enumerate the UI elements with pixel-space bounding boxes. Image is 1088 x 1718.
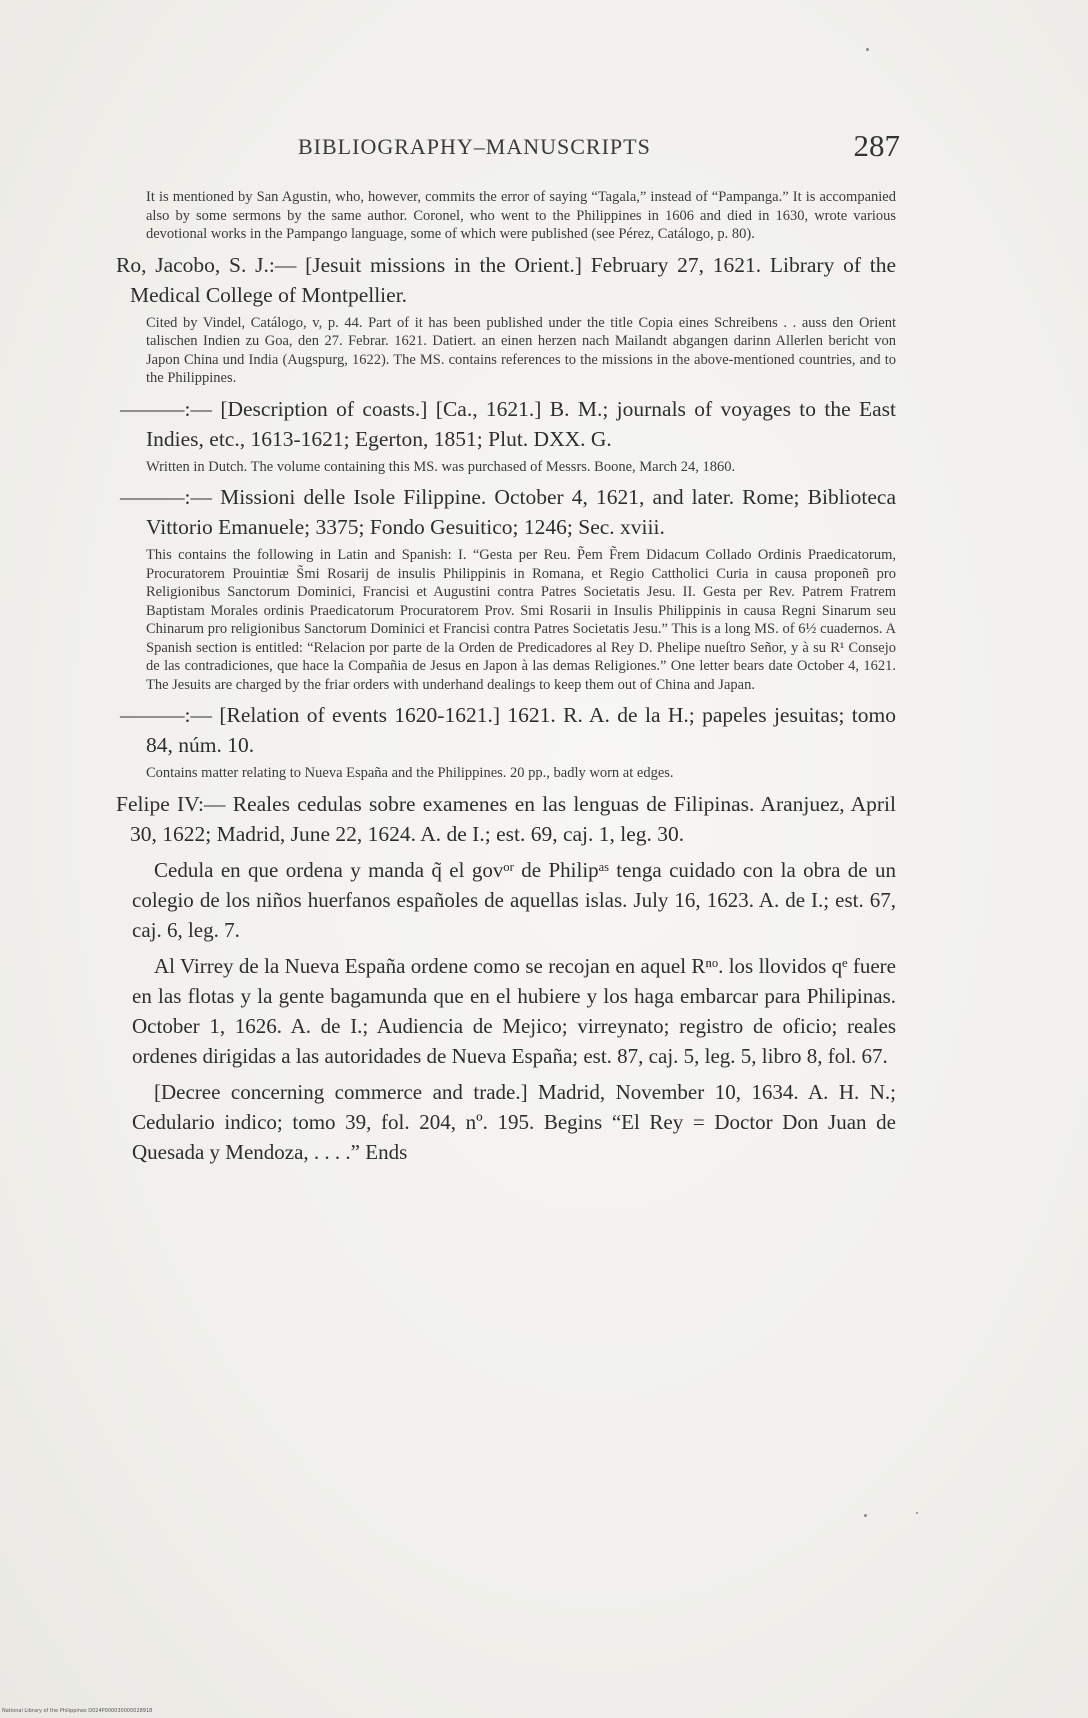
body-paragraph: [Decree concerning commerce and trade.] Madrid, November 10, 1634. A. H. N.; Cedulario indico; tomo 39, fol. 204, nº. 195. Begins “El Rey = Doctor Don Juan de Quesada y Mendoza, . . . .” Ends	[132, 1079, 896, 1164]
note-paragraph: Cited by Vindel, Catálogo, v, p. 44. Part of it has been published under the title Copia eines Schreibens . . auss den Orient talischen Indien zu Goa, den 27. Febrar. 1621. Datiert. an einen herzen nach Mailandt abgangen darinn Allerlen bericht von Japon China und India (Augspurg, 1622). The MS. contains references to the missions in the above-mentioned countries, and to the Philippines.	[146, 314, 896, 386]
note-paragraph: It is mentioned by San Agustin, who, however, commits the error of saying “Tagala,” instead of “Pampanga.” It is accompanied also by some sermons by the same author. Coronel, who went to the Philippines in 1606 and died in 1630, wrote various devotional works in the Pampango language, some of which were published (see Pérez, Catálogo, p. 80).	[146, 189, 896, 242]
note-paragraph: Written in Dutch. The volume containing this MS. was purchased of Messrs. Boone, March 24, 1860.	[146, 458, 736, 475]
entry-felipe-iv: Felipe IV:— Reales cedulas sobre examenes en las lenguas de Filipinas. Aranjuez, April 30, 1622; Madrid, June 22, 1624. A. de I.; est. 69, caj. 1, leg. 30.	[116, 791, 896, 846]
scan-footer: National Library of the Philippines D024P000030000028918	[2, 1708, 153, 1714]
entry-description-of-coasts: ———:— [Description of coasts.] [Ca., 1621.] B. M.; journals of voyages to the East Indies, etc., 1613-1621; Egerton, 1851; Plut. DXX. G.	[120, 396, 896, 451]
paper-speck	[916, 1512, 918, 1514]
paper-speck	[866, 48, 869, 51]
note-paragraph: Contains matter relating to Nueva España and the Philippines. 20 pp., badly worn at edges.	[146, 765, 674, 781]
note-paragraph: This contains the following in Latin and Spanish: I. “Gesta per Reu. P̃em F̃rem Didacum Collado Ordinis Praedicatorum, Procuratorem Prouintiæ S̃mi Rosarij de insulis Philippinis in Romana, et Regio Cattholici Curia in causa proponeñ pro Religionibus Sanctorum Dominici, Francisi et Augustini contra Patres Societatis Jesu. II. Gesta per Rev. Patrem Fratrem Baptistam Morales ordinis Praedicatorum Procuratorem Prov. Smi Rosarii in Insulis Philippinis in causa Regni Sinarum seu Chinarum pro religionibus Sanctorum Dominici et Francisi contra Patres Societatis Jesu.” This is a long MS. of 6½ cuadernos. A Spanish section is entitled: “Relacion por parte de la Orden de Predicadores al Rey D. Phelipe nueſtro Señor, y à su R¹ Consejo de las contradiciones, que hace la Compañia de Jesus en Japon à las demas Religiones.” One letter bears date October 4, 1621. The Jesuits are charged by the friar orders with underhand dealings to keep them out of China and Japan.	[146, 547, 896, 693]
page-body	[116, 188, 896, 1169]
header-title: BIBLIOGRAPHY–MANUSCRIPTS	[298, 134, 651, 159]
page-number: 287	[853, 128, 900, 163]
entry-relation-of-events: ———:— [Relation of events 1620-1621.] 1621. R. A. de la H.; papeles jesuitas; tomo 84, núm. 10.	[120, 703, 896, 757]
body-paragraph: Cedula en que ordena y manda q̃ el govᵒʳ de Philipᵃˢ tenga cuidado con la obra de un colegio de los niños huerfanos españoles de aquellas islas. July 16, 1623. A. de I.; est. 67, caj. 6, leg. 7.	[132, 857, 896, 942]
running-header	[298, 128, 900, 172]
entry-ro-jacobo: Ro, Jacobo, S. J.:— [Jesuit missions in the Orient.] February 27, 1621. Library of the Medical College of Montpellier.	[116, 252, 896, 307]
entry-missioni-filippine: ———:— Missioni delle Isole Filippine. October 4, 1621, and later. Rome; Biblioteca Vittorio Emanuele; 3375; Fondo Gesuitico; 1246; Sec. xviii.	[120, 485, 896, 539]
body-paragraph: Al Virrey de la Nueva España ordene como se recojan en aquel Rⁿᵒ. los llovidos qᵉ fuere en las flotas y la gente bagamunda que en el hubiere y los haga embarcar para Philipinas. October 1, 1626. A. de I.; Audiencia de Mejico; virreynato; registro de oficio; reales ordenes dirigidas a las autoridades de Nueva España; est. 87, caj. 5, leg. 5, libro 8, fol. 67.	[132, 953, 896, 1068]
paper-speck	[864, 1514, 867, 1517]
